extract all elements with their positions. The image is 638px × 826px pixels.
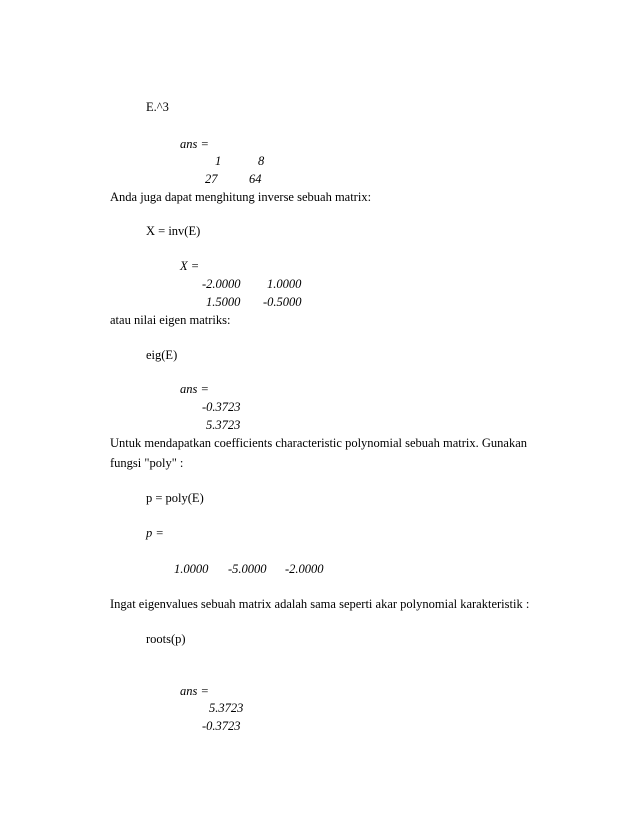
vector-cell: 1.0000 (174, 562, 209, 576)
command-roots: roots(p) (146, 632, 186, 646)
matrix-cell: 1 (215, 154, 222, 168)
command-eigen: eig(E) (146, 348, 178, 362)
result-label-p: p = (146, 526, 164, 540)
matrix-cell: 64 (249, 172, 262, 186)
vector-cell: -5.0000 (228, 562, 267, 576)
matrix-cell: -0.5000 (263, 295, 302, 309)
paragraph-eigen: atau nilai eigen matriks: (110, 313, 231, 327)
matrix-cell: -2.0000 (202, 277, 241, 291)
vector-cell: -2.0000 (285, 562, 324, 576)
matrix-cell: 1.0000 (267, 277, 302, 291)
paragraph-roots: Ingat eigenvalues sebuah matrix adalah sama seperti akar polynomial karakteristik : (110, 597, 530, 611)
matrix-cell: 1.5000 (206, 295, 241, 309)
command-poly: p = poly(E) (146, 491, 204, 505)
matrix-cell: 27 (205, 172, 218, 186)
command-power: E.^3 (146, 100, 169, 114)
command-inverse: X = inv(E) (146, 224, 201, 238)
vector-cell: 5.3723 (206, 418, 241, 432)
vector-cell: 5.3723 (209, 701, 244, 715)
paragraph-poly-line1: Untuk mendapatkan coefficients characteristic polynomial sebuah matrix. Gunakan (110, 436, 527, 450)
result-label-ans: ans = (180, 684, 209, 698)
result-label-ans: ans = (180, 382, 209, 396)
result-label-ans: ans = (180, 137, 209, 151)
paragraph-inverse: Anda juga dapat menghitung inverse sebuah matrix: (110, 190, 372, 204)
vector-cell: -0.3723 (202, 719, 241, 733)
paragraph-poly-line2: fungsi "poly" : (110, 456, 184, 470)
vector-cell: -0.3723 (202, 400, 241, 414)
result-label-x: X = (180, 259, 200, 273)
matrix-cell: 8 (258, 154, 265, 168)
